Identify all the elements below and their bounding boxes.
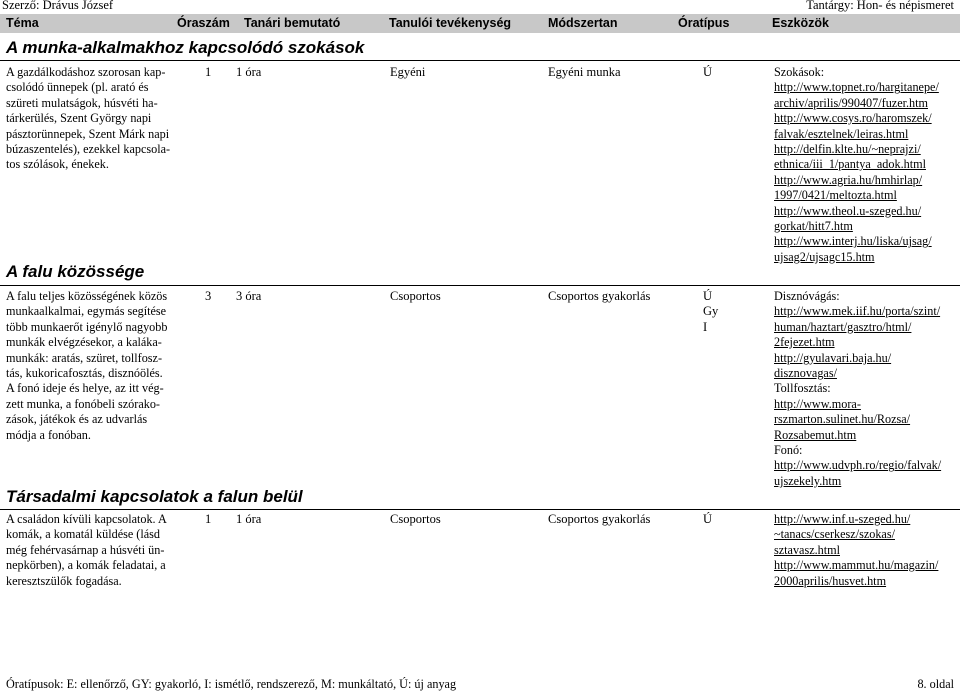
student-value: Csoportos xyxy=(390,289,441,303)
text-line: tás, kukoricafosztás, disznóölés. xyxy=(6,366,163,381)
text-line: tárkerülés, Szent György napi xyxy=(6,111,152,126)
text-line: munkaalkalmai, egymás segítése xyxy=(6,304,167,319)
resource-label: Fonó: xyxy=(774,443,803,458)
resource-link[interactable]: http://www.theol.u-szeged.hu/ xyxy=(774,203,922,218)
student-value: Egyéni xyxy=(390,65,426,79)
type-line: I xyxy=(703,319,708,334)
page-header xyxy=(0,0,960,14)
resource-link[interactable]: http://www.cosys.ro/haromszek/ xyxy=(774,111,932,126)
resource-link[interactable]: gorkat/hitt7.htm xyxy=(774,219,853,234)
method-value: Csoportos gyakorlás xyxy=(548,512,651,526)
text-line: komák, a komatál küldése (lásd xyxy=(6,527,160,542)
resource-link[interactable]: http://www.mek.iif.hu/porta/szint/ xyxy=(774,304,941,319)
text-line: még fehérvasárnap a húsvéti ün- xyxy=(6,542,165,557)
text-line: munkák: aratás, szüret, tollfosz- xyxy=(6,350,163,365)
type-value: Ú xyxy=(703,65,713,79)
column-methodology: Módszertan xyxy=(548,16,618,30)
text-line: pásztorünnepek, Szent Márk napi xyxy=(6,126,170,141)
author: Szerző: Drávus József xyxy=(2,0,114,12)
resource-link[interactable]: http://www.mammut.hu/magazin/ xyxy=(774,558,939,573)
resource-label: Tollfosztás: xyxy=(774,381,831,396)
column-topic: Téma xyxy=(6,16,39,30)
text-line: A családon kívüli kapcsolatok. A xyxy=(6,512,167,526)
hours-value: 1 xyxy=(205,65,212,79)
text-line: zett munka, a fonóbeli szórako- xyxy=(6,396,160,411)
teacher-value: 1 óra xyxy=(236,512,262,526)
column-tools: Eszközök xyxy=(772,16,829,30)
text-line: keresztszülők fogadása. xyxy=(6,573,122,588)
column-student-activity: Tanulói tevékenység xyxy=(389,16,512,30)
section-description xyxy=(6,65,172,173)
resource-link[interactable]: archiv/aprilis/990407/fuzer.htm xyxy=(774,95,928,110)
text-line: csolódó ünnepek (pl. arató és xyxy=(6,80,149,95)
resource-link[interactable]: http://www.interj.hu/liska/ujsag/ xyxy=(774,234,932,249)
resource-link[interactable]: http://gyulavari.baja.hu/ xyxy=(774,350,892,365)
method-value: Egyéni munka xyxy=(548,65,621,79)
resource-link[interactable]: http://www.topnet.ro/hargitanepe/ xyxy=(774,80,939,95)
resource-link[interactable]: ujsag2/ujsagc15.htm xyxy=(774,249,875,264)
text-line: nepkörben), a komák feladatai, a xyxy=(6,558,166,573)
divider xyxy=(0,509,960,510)
text-line: módja a fonóban. xyxy=(6,427,91,442)
resource-list xyxy=(774,289,958,489)
section-title: Társadalmi kapcsolatok a falun belül xyxy=(6,487,303,506)
resource-link[interactable]: ~tanacs/cserkesz/szokas/ xyxy=(774,527,895,542)
hours-value: 3 xyxy=(205,289,212,303)
section-description xyxy=(6,512,172,589)
method-value: Csoportos gyakorlás xyxy=(548,289,651,303)
text-line: A fonó ideje és helye, az itt vég- xyxy=(6,381,164,396)
resource-link[interactable]: 2fejezet.htm xyxy=(774,335,835,350)
resource-link[interactable]: falvak/esztelnek/leiras.html xyxy=(774,126,909,141)
section-title: A munka-alkalmakhoz kapcsolódó szokások xyxy=(6,38,365,57)
page-number: 8. oldal xyxy=(917,677,954,691)
resource-link[interactable]: http://www.inf.u-szeged.hu/ xyxy=(774,512,911,526)
section-description xyxy=(6,289,172,443)
resource-link[interactable]: ujszekely.htm xyxy=(774,473,842,488)
text-line: szüreti mulatságok, húsvéti ha- xyxy=(6,95,158,110)
resource-link[interactable]: sztavasz.html xyxy=(774,542,840,557)
type-value: Ú xyxy=(703,512,713,526)
resource-link[interactable]: http://www.udvph.ro/regio/falvak/ xyxy=(774,458,942,473)
teacher-value: 1 óra xyxy=(236,65,262,79)
resource-link[interactable]: http://www.agria.hu/hmhirlap/ xyxy=(774,172,923,187)
text-line: tos szólások, énekek. xyxy=(6,157,109,172)
divider xyxy=(0,60,960,61)
resource-label: Disznóvágás: xyxy=(774,289,840,303)
resource-link[interactable]: 2000aprilis/husvet.htm xyxy=(774,573,887,588)
resource-link[interactable]: human/haztart/gasztro/html/ xyxy=(774,319,912,334)
resource-link[interactable]: 1997/0421/meltozta.html xyxy=(774,188,897,203)
resource-link[interactable]: Rozsabemut.htm xyxy=(774,427,857,442)
type-value xyxy=(703,289,718,335)
hours-value: 1 xyxy=(205,512,212,526)
lesson-type-legend: Óratípusok: E: ellenőrző, GY: gyakorló, I: ismétlő, rendszerező, M: munkáltató, Ú: új anyag xyxy=(6,677,457,691)
resource-list xyxy=(774,65,958,265)
text-line: búzaszentelés), ezekkel kapcsola- xyxy=(6,142,171,157)
text-line: munkák elvégzésekor, a kaláka- xyxy=(6,335,162,350)
column-header-bar xyxy=(0,14,960,33)
resource-link[interactable]: http://www.mora- xyxy=(774,396,861,411)
teacher-value: 3 óra xyxy=(236,289,262,303)
column-hours: Óraszám xyxy=(177,16,230,30)
column-lesson-type: Óratípus xyxy=(678,16,730,30)
text-line: zások, játékok és az udvarlás xyxy=(6,412,148,427)
type-line: Ú xyxy=(703,289,713,303)
section-title: A falu közössége xyxy=(6,262,145,281)
divider xyxy=(0,285,960,286)
text-line: több munkaerőt igénylő nagyobb xyxy=(6,319,168,334)
subject: Tantárgy: Hon- és népismeret xyxy=(806,0,954,12)
resource-label: Szokások: xyxy=(774,65,825,79)
text-line: A gazdálkodáshoz szorosan kap- xyxy=(6,65,166,79)
text-line: A falu teljes közösségének közös xyxy=(6,289,168,303)
column-teacher-demo: Tanári bemutató xyxy=(244,16,341,30)
student-value: Csoportos xyxy=(390,512,441,526)
resource-list xyxy=(774,512,958,589)
resource-link[interactable]: rszmarton.sulinet.hu/Rozsa/ xyxy=(774,412,911,427)
resource-link[interactable]: ethnica/iii_1/pantya_adok.html xyxy=(774,157,926,172)
resource-link[interactable]: http://delfin.klte.hu/~neprajzi/ xyxy=(774,142,921,157)
resource-link[interactable]: disznovagas/ xyxy=(774,366,837,381)
type-line: Gy xyxy=(703,304,719,319)
